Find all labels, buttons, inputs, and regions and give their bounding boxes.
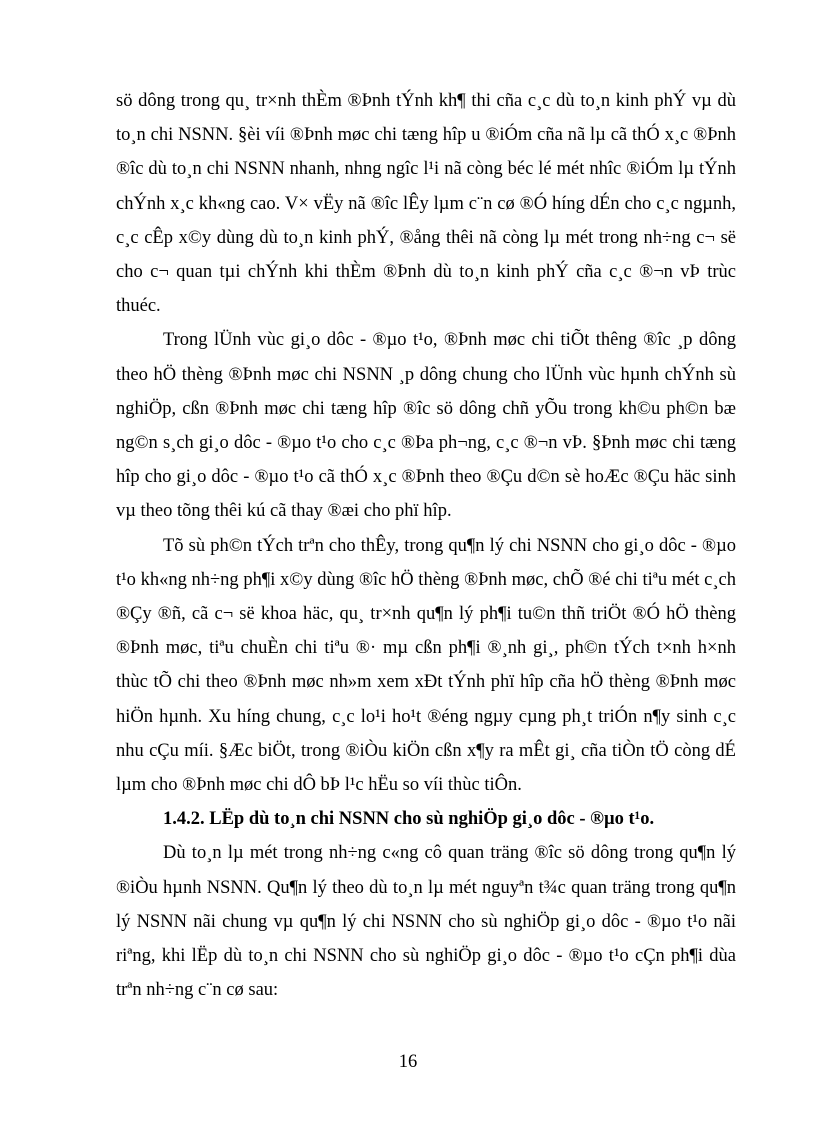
section-heading: 1.4.2. LËp dù to¸n chi NSNN cho sù nghiÖp gi¸o dôc - ®µo t¹o. <box>163 809 655 830</box>
paragraph-3: Tõ sù ph©n tÝch trªn cho thÊy, trong qu¶n lý chi NSNN cho gi¸o dôc - ®µo t¹o kh«ng nh÷ng ph¶i x©y dùng ®îc hÖ thèng ®Þnh møc, chÕ ®é chi tiªu mét c¸ch ®Çy ®ñ, cã c¬ së khoa häc, qu¸ tr×nh qu¶n lý ph¶i tu©n thñ triÖt ®Ó hÖ thèng ®Þnh møc, tiªu chuÈn chi tiªu ®· mµ cßn ph¶i ®¸nh gi¸, ph©n tÝch t×nh h×nh thùc tÕ chi theo ®Þnh møc nh»m xem xÐt tÝnh phï hîp cña hÖ thèng ®Þnh møc hiÖn hµnh. Xu híng chung, c¸c lo¹i ho¹t ®éng ngµy cµng ph¸t triÓn n¶y sinh c¸c nhu cÇu míi. §Æc biÖt, trong ®iÒu kiÖn cßn x¶y ra mÊt gi¸ cña tiÒn tÖ còng dÉ lµm cho ®Þnh møc chi dÔ bÞ l¹c hËu so víi thùc tiÔn. <box>116 535 736 796</box>
section-paragraph: Dù to¸n lµ mét trong nh÷ng c«ng cô quan träng ®îc sö dông trong qu¶n lý ®iÒu hµnh NSNN. Qu¶n lý theo dù to¸n lµ mét nguyªn t¾c quan träng trong qu¶n lý NSNN nãi chung vµ qu¶n lý chi NSNN cho sù nghiÖp gi¸o dôc - ®µo t¹o nãi riªng, khi lËp dù to¸n chi NSNN cho sù nghiÖp gi¸o dôc - ®µo t¹o cÇn ph¶i dùa trªn nh÷ng c¨n cø sau: <box>116 843 736 1001</box>
paragraph-2: Trong lÜnh vùc gi¸o dôc - ®µo t¹o, ®Þnh møc chi tiÕt thêng ®îc ¸p dông theo hÖ thèng ®Þnh møc chi NSNN ¸p dông chung cho lÜnh vùc hµnh chÝnh sù nghiÖp, cßn ®Þnh møc chi tæng hîp ®îc sö dông chñ yÕu trong kh©u ph©n bæ ng©n s¸ch gi¸o dôc - ®µo t¹o cho c¸c ®Þa ph¬ng, c¸c ®¬n vÞ. §Þnh møc chi tæng hîp cho gi¸o dôc - ®µo t¹o cã thÓ x¸c ®Þnh theo ®Çu d©n sè hoÆc ®Çu häc sinh vµ theo tõng thêi kú cã thay ®æi cho phï hîp. <box>116 330 736 522</box>
page-number: 16 <box>398 1052 418 1072</box>
paragraph-1: sö dông trong qu¸ tr×nh thÈm ®Þnh tÝnh kh¶ thi cña c¸c dù to¸n kinh phÝ vµ dù to¸n chi NSNN. §èi víi ®Þnh møc chi tæng hîp u ®iÓm cña nã lµ cã thÓ x¸c ®Þnh ®îc dù to¸n chi NSNN nhanh, nhng ngîc l¹i nã còng béc lé mét nhîc ®iÓm lµ tÝnh chÝnh x¸c kh«ng cao. V× vËy nã ®îc lÊy lµm c¨n cø ®Ó híng dÉn cho c¸c ngµnh, c¸c cÊp x©y dùng dù to¸n kinh phÝ, ®ång thêi nã còng lµ mét trong nh÷ng c¬ së cho c¬ quan tµi chÝnh khi thÈm ®Þnh dù to¸n kinh phÝ cña c¸c ®¬n vÞ trùc thuéc. <box>116 91 736 317</box>
document-page <box>116 84 736 1007</box>
